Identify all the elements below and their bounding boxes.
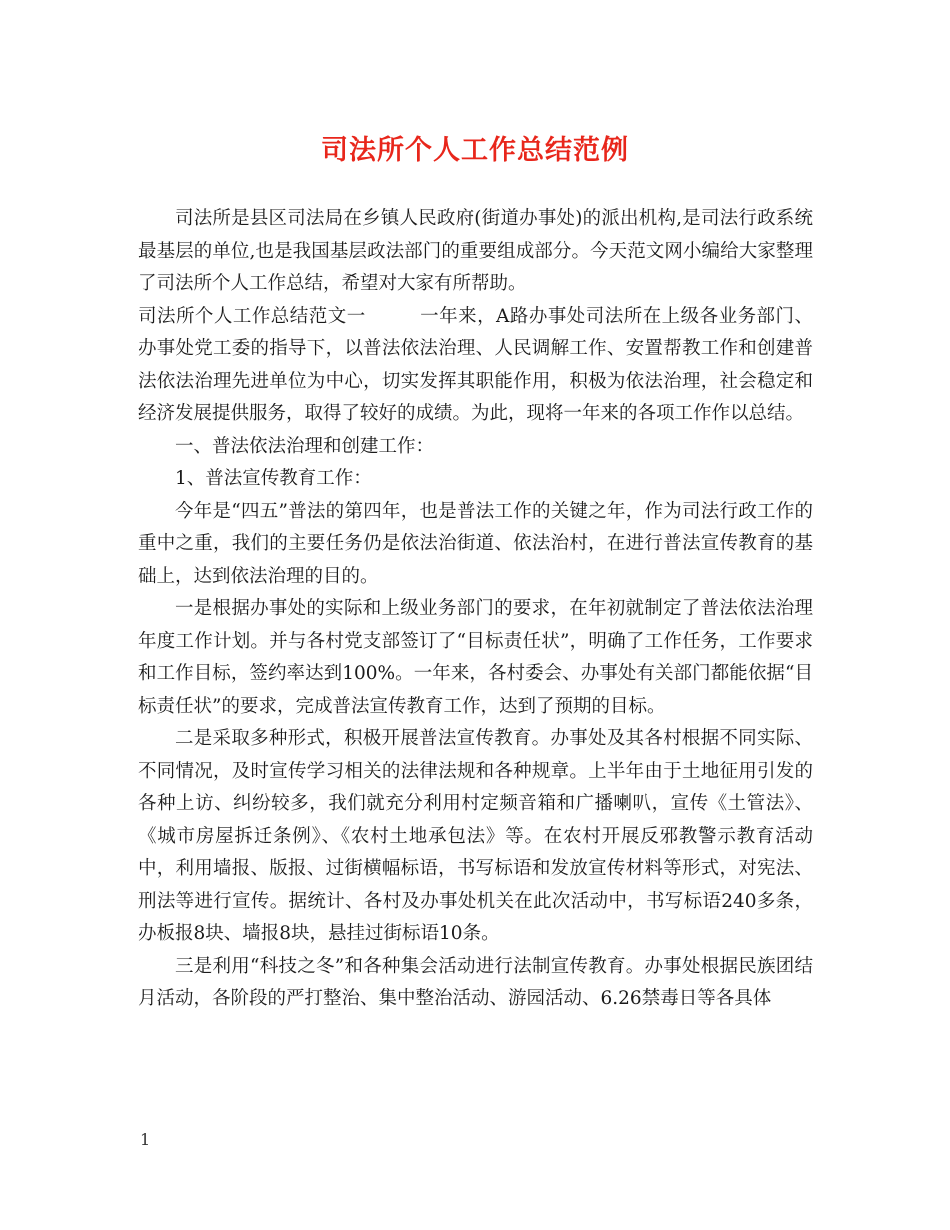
body-paragraph-3: 二是采取多种形式，积极开展普法宣传教育。办事处及其各村根据不同实际、不同情况，及时宣传学习相关的法律法规和各种规章。上半年由于土地征用引发的各种上访、纠纷较多，我们就充分利用村定频音箱和广播喇叭，宣传《土管法》、《城市房屋拆迁条例》、《农村土地承包法》等。在农村开展反邪教警示教育活动中，利用墙报、版报、过街横幅标语，书写标语和发放宣传材料等形式，对宪法、刑法等进行宣传。据统计、各村及办事处机关在此次活动中，书写标语240多条，办板报8块、墙报8块，悬挂过街标语10条。 [138,728,813,944]
intro-paragraph: 司法所是县区司法局在乡镇人民政府(街道办事处)的派出机构,是司法行政系统最基层的单位,也是我国基层政法部门的重要组成部分。今天范文网小编给大家整理了司法所个人工作总结，希望对大家有所帮助。 [138,208,813,294]
heading-level-2: 1、普法宣传教育工作： [175,468,372,489]
body-paragraph-1: 今年是“四五”普法的第四年，也是普法工作的关键之年，作为司法行政工作的重中之重，我们的主要任务仍是依法治街道、依法治村，在进行普法宣传教育的基础上，达到依法治理的目的。 [138,500,813,587]
section-text: 一年来，A路办事处司法所在上级各业务部门、办事处党工委的指导下，以普法依法治理、人民调解工作、安置帮教工作和创建普法依法治理先进单位为中心，切实发挥其职能作用，积极为依法治理，社会稳定和经济发展提供服务，取得了较好的成绩。为此，现将一年来的各项工作作以总结。 [138,305,813,424]
section-paragraph [138,301,813,431]
page-number: 1 [140,1130,151,1149]
heading-level-1: 一、普法依法治理和创建工作： [175,435,435,457]
document-body [138,203,813,1016]
document-title: 司法所个人工作总结范例 [321,135,629,166]
body-paragraph-2: 一是根据办事处的实际和上级业务部门的要求，在年初就制定了普法依法治理年度工作计划。并与各村党支部签订了“目标责任状”，明确了工作任务，工作要求和工作目标，签约率达到100%。一年来，各村委会、办事处有关部门都能依据“目标责任状”的要求，完成普法宣传教育工作，达到了预期的目标。 [138,598,813,717]
section-label: 司法所个人工作总结范文一 [138,305,366,327]
body-paragraph-4: 三是利用“科技之冬”和各种集会活动进行法制宣传教育。办事处根据民族团结月活动，各阶段的严打整治、集中整治活动、游园活动、6.26禁毒日等各具体 [138,955,813,1009]
